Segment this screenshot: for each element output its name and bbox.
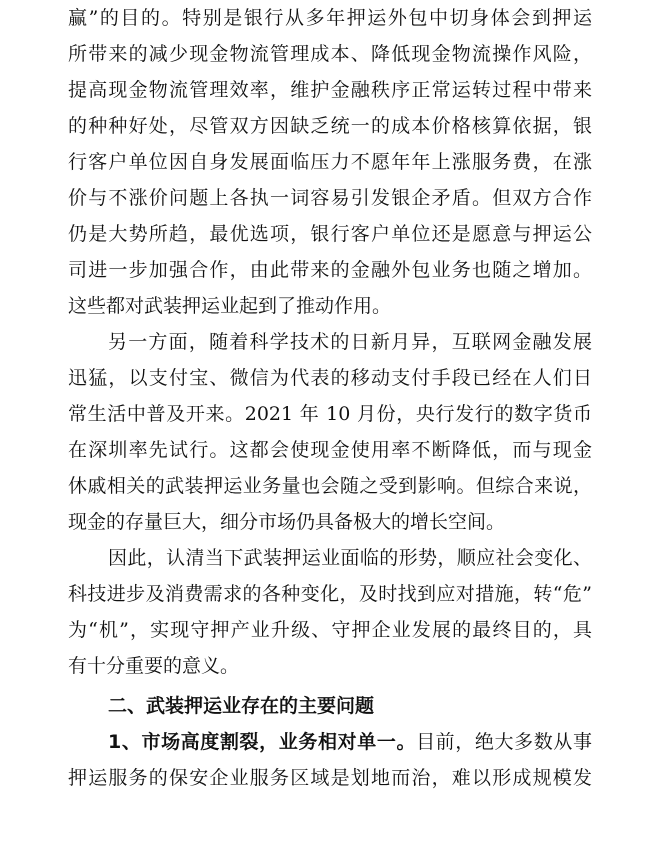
text-line: 因此，认清当下武装押运业面临的形势，顺应社会变化、 — [108, 547, 592, 569]
point-1-rest: 目前，绝大多数从事 — [416, 731, 592, 753]
paragraph-3 — [68, 540, 592, 684]
text-line: 这些都对武装押运业起到了推动作用。 — [68, 295, 392, 317]
paragraph-1 — [68, 0, 592, 324]
text-line: 现金的存量巨大，细分市场仍具备极大的增长空间。 — [68, 511, 506, 533]
text-line: 在深圳率先试行。这都会使现金使用率不断降低，而与现金 — [68, 439, 592, 461]
text-line: 所带来的减少现金物流管理成本、降低现金物流操作风险， — [68, 43, 592, 65]
text-line: 的种种好处，尽管双方因缺乏统一的成本价格核算依据，银 — [68, 115, 592, 137]
text-line: 赢”的目的。特别是银行从多年押运外包中切身体会到押运 — [68, 7, 592, 29]
text-line: 科技进步及消费需求的各种变化，及时找到应对措施，转“危” — [68, 583, 592, 605]
text-line: 行客户单位因自身发展面临压力不愿年年上涨服务费，在涨 — [68, 151, 592, 173]
text-line: 另一方面，随着科学技术的日新月异，互联网金融发展 — [108, 331, 592, 353]
text-line: 休戚相关的武装押运业务量也会随之受到影响。但综合来说， — [68, 475, 592, 497]
point-1 — [68, 724, 592, 796]
section-heading: 二、武装押运业存在的主要问题 — [108, 695, 375, 717]
point-1-lead: 1、市场高度割裂，业务相对单一。 — [108, 731, 417, 753]
text-line: 为“机”，实现守押产业升级、守押企业发展的最终目的，具 — [68, 619, 592, 641]
text-line: 押运服务的保安企业服务区域是划地而治，难以形成规模发 — [68, 767, 592, 789]
text-line: 提高现金物流管理效率，维护金融秩序正常运转过程中带来 — [68, 79, 592, 101]
text-line: 价与不涨价问题上各执一词容易引发银企矛盾。但双方合作 — [68, 187, 592, 209]
text-line: 仍是大势所趋，最优选项，银行客户单位还是愿意与押运公 — [68, 223, 592, 245]
point-1-first-line — [68, 724, 592, 760]
text-line: 有十分重要的意义。 — [68, 655, 240, 677]
text-line: 迅猛，以支付宝、微信为代表的移动支付手段已经在人们日 — [68, 367, 592, 389]
document-page — [68, 0, 592, 796]
text-line: 司进一步加强合作，由此带来的金融外包业务也随之增加。 — [68, 259, 592, 281]
paragraph-2 — [68, 324, 592, 540]
text-line: 常生活中普及开来。2021 年 10 月份，央行发行的数字货币 — [68, 403, 592, 425]
